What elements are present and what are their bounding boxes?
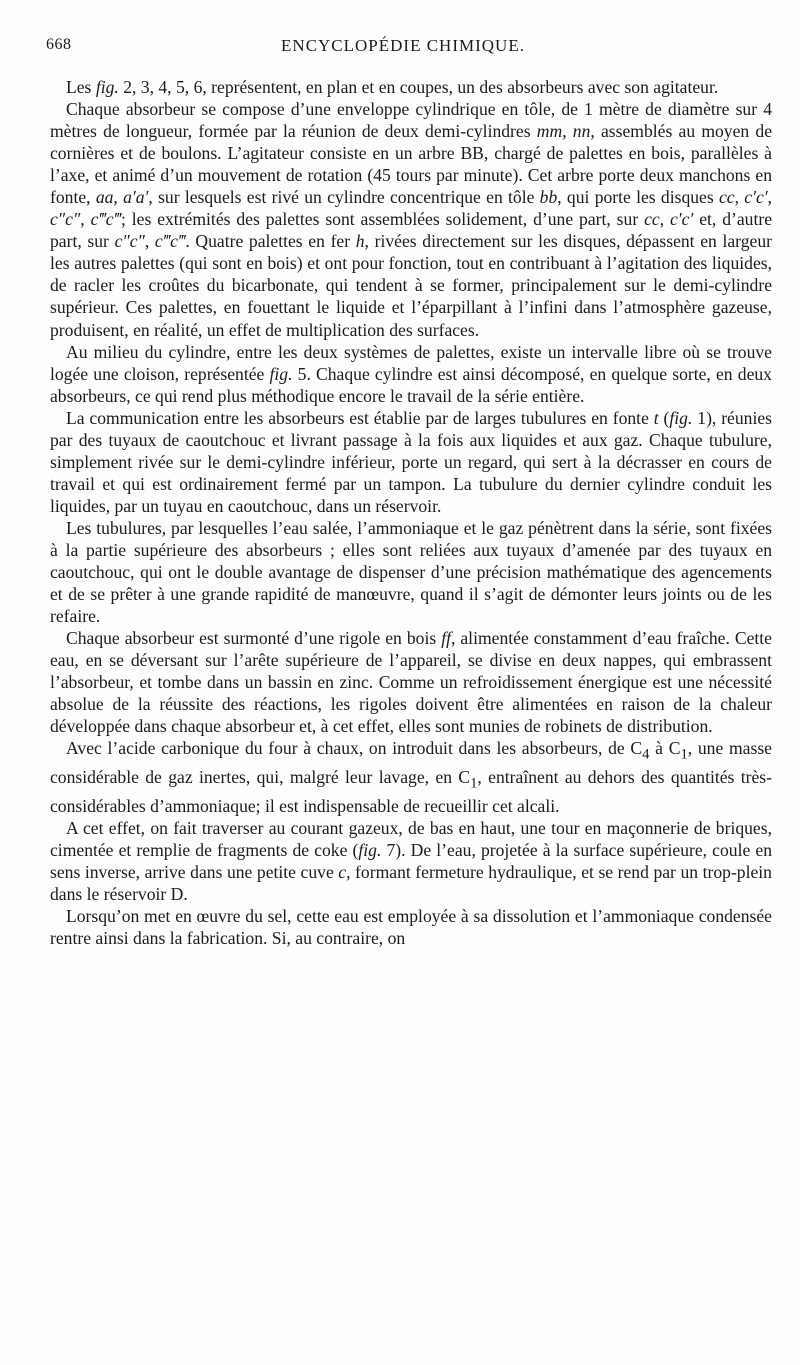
paragraph: La communication entre les absorbeurs est établie par de larges tubulures en fonte t (fig. 1), réunies par des tuyaux de caoutchouc et livrant passage à la fois aux liquides et aux gaz. Chaque tubulure, simplement rivée sur le demi-cylindre inférieur, porte un regard, qui sert à la décrasser en cours de travail et qui est ordinairement fermé par un tampon. La tubulure du dernier cylindre conduit les liquides, par un tuyau en caoutchouc, dans un réservoir. <box>50 407 773 516</box>
paragraph: Chaque absorbeur se compose d’une enveloppe cylindrique en tôle, de 1 mètre de diamètre sur 4 mètres de longueur, formée par la réunion de deux demi-cylindres mm, nn, assemblés au moyen de cornières et de boulons. L’agitateur consiste en un arbre BB, chargé de palettes en bois, parallèles à l’axe, et animé d’un mouvement de rotation (45 tours par minute). Cet arbre porte deux manchons en fonte, aa, a′a′, sur lesquels est rivé un cylindre concentrique en tôle bb, qui porte les disques cc, c′c′, c″c″, c‴c‴; les extrémités des palettes sont assemblées solidement, d’une part, sur cc, c′c′ et, d’autre part, sur c″c″, c‴c‴. Quatre palettes en fer h, rivées directement sur les disques, dépassent en largeur les autres palettes (qui sont en bois) et ont pour fonction, tout en contribuant à l’agitation des liquides, de racler les croûtes du bicarbonate, qui tendent à se former, principalement sur le demi-cylindre supérieur. Ces palettes, en fouettant le liquide et l’éparpillant à l’infini dans l’atmosphère gazeuse, produisent, en réalité, un effet de multiplication des surfaces. <box>50 99 773 340</box>
paragraph: Au milieu du cylindre, entre les deux systèmes de palettes, existe un intervalle libre où se trouve logée une cloison, représentée fig. 5. Chaque cylindre est ainsi décomposé, en quelque sorte, en deux absorbeurs, ce qui rend plus méthodique encore le travail de la série entière. <box>50 341 772 406</box>
body-text <box>50 76 772 949</box>
paragraph: Avec l’acide carbonique du four à chaux, on introduit dans les absorbeurs, de $C_4$ à $C_1$, une masse considérable de gaz inertes, qui, malgré leur lavage, en $C_1$, entraînent au dehors des quantités très-considérables d’ammoniaque; il est indispensable de recueillir cet alcali. <box>50 738 772 816</box>
paragraph: Lorsqu’on met en œuvre du sel, cette eau est employée à sa dissolution et l’ammoniaque condensée rentre ainsi dans la fabrication. Si, au contraire, on <box>50 905 772 948</box>
running-title: ENCYCLOPÉDIE CHIMIQUE. <box>281 36 525 55</box>
running-header <box>46 28 760 58</box>
page-number: 668 <box>46 36 72 53</box>
paragraph: Chaque absorbeur est surmonté d’une rigole en bois ff, alimentée constamment d’eau fraîche. Cette eau, en se déversant sur l’arête supérieure de l’appareil, se divise en deux nappes, qui embrassent l’absorbeur, et tombe dans un bassin en zinc. Comme un refroidissement énergique est une nécessité absolue de la réussite des réactions, les rigoles doivent être alimentées en raison de la chaleur développée dans chaque absorbeur et, à cet effet, elles sont munies de robinets de distribution. <box>50 628 772 737</box>
paragraph: Les fig. 2, 3, 4, 5, 6, représentent, en plan et en coupes, un des absorbeurs avec son agitateur. <box>66 77 719 97</box>
paragraph: A cet effet, on fait traverser au courant gazeux, de bas en haut, une tour en maçonnerie de briques, cimentée et remplie de fragments de coke (fig. 7). De l’eau, projetée à la surface supérieure, coule en sens inverse, arrive dans une petite cuve c, formant fermeture hydraulique, et se rend par un trop-plein dans le réservoir D. <box>50 817 772 904</box>
paragraph: Les tubulures, par lesquelles l’eau salée, l’ammoniaque et le gaz pénètrent dans la série, sont fixées à la partie supérieure des absorbeurs ; elles sont reliées aux tuyaux d’amenée par des tuyaux en caoutchouc, qui ont le double avantage de dispenser d’une précision mathématique des agencements et de se prêter à une grande rapidité de manœuvre, quand il s’agit de démonter leurs joints ou de les refaire. <box>50 517 772 627</box>
